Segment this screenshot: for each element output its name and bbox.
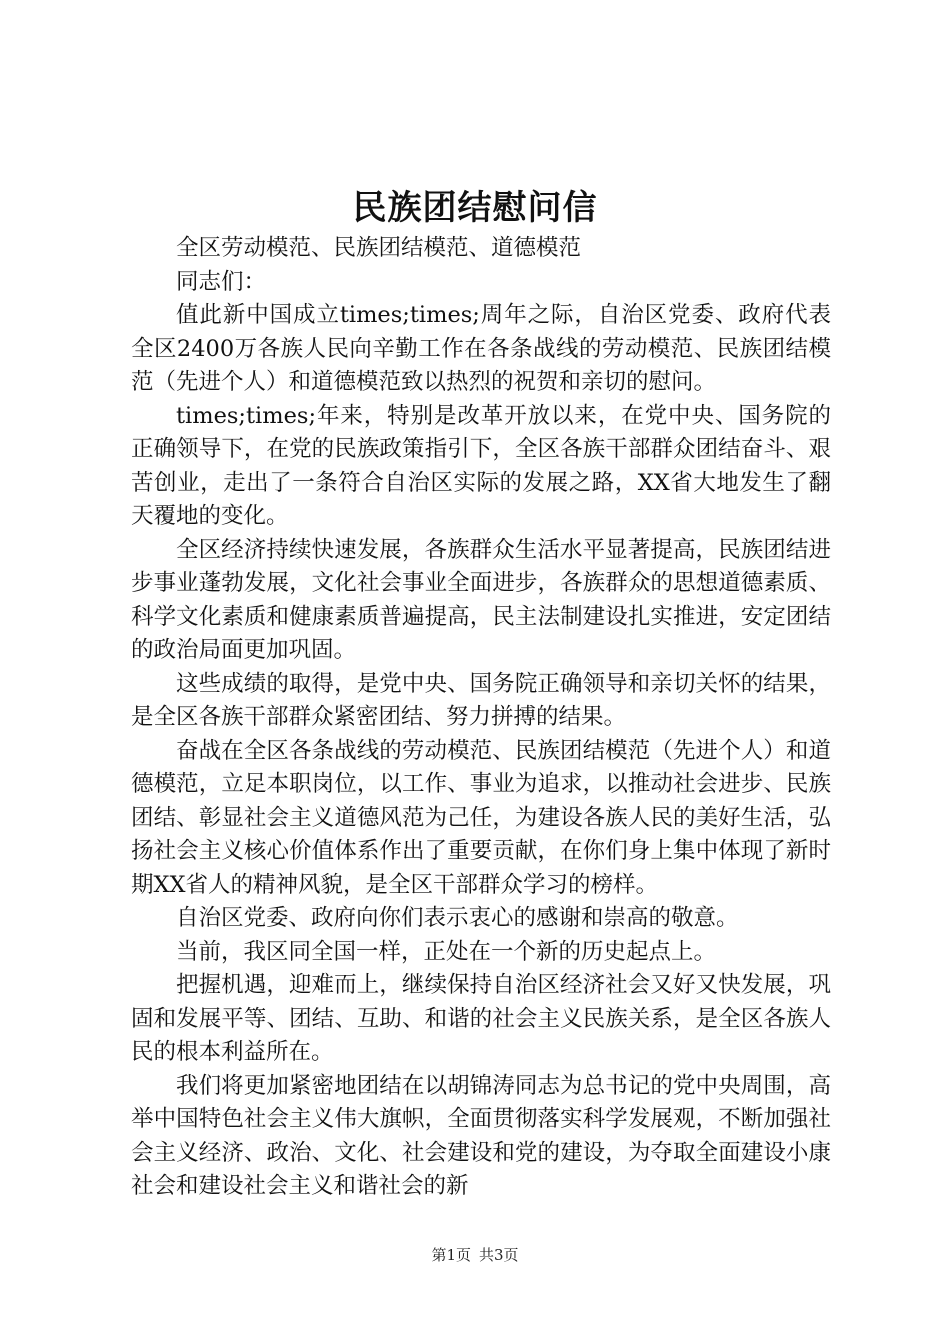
document-title: 民族团结慰问信	[352, 188, 598, 228]
document-body	[131, 232, 831, 1204]
paragraph: times;times;年来，特别是改革开放以来，在党中央、国务院的正确领导下，在党的民族政策指引下，全区各族干部群众团结奋斗、艰苦创业，走出了一条符合自治区实际的发展之路，XX省大地发生了翻天覆地的变化。	[131, 402, 831, 529]
paragraph: 全区经济持续快速发展，各族群众生活水平显著提高，民族团结进步事业蓬勃发展，文化社会事业全面进步，各族群众的思想道德素质、科学文化素质和健康素质普遍提高，民主法制建设扎实推进，安定团结的政治局面更加巩固。	[131, 536, 831, 663]
page-number-total: 共3页	[479, 1246, 519, 1264]
salutation-recipients: 全区劳动模范、民族团结模范、道德模范	[176, 235, 582, 261]
page-number-current: 第1页	[431, 1246, 471, 1264]
paragraph: 奋战在全区各条战线的劳动模范、民族团结模范（先进个人）和道德模范，立足本职岗位，以工作、事业为追求，以推动社会进步、民族团结、彰显社会主义道德风范为己任，为建设各族人民的美好生活，弘扬社会主义核心价值体系作出了重要贡献，在你们身上集中体现了新时期XX省人的精神风貌，是全区干部群众学习的榜样。	[131, 737, 831, 898]
salutation-comrades: 同志们：	[176, 268, 267, 295]
paragraph: 这些成绩的取得，是党中央、国务院正确领导和亲切关怀的结果，是全区各族干部群众紧密团结、努力拼搏的结果。	[131, 670, 831, 730]
page-footer	[0, 1243, 950, 1267]
paragraph: 值此新中国成立times;times;周年之际，自治区党委、政府代表全区2400万各族人民向辛勤工作在各条战线的劳动模范、民族团结模范（先进个人）和道德模范致以热烈的祝贺和亲切的慰问。	[131, 302, 831, 395]
paragraph: 当前，我区同全国一样，正处在一个新的历史起点上。	[176, 938, 717, 965]
paragraph: 把握机遇，迎难而上，继续保持自治区经济社会又好又快发展，巩固和发展平等、团结、互助、和谐的社会主义民族关系，是全区各族人民的根本利益所在。	[131, 972, 831, 1065]
paragraph: 自治区党委、政府向你们表示衷心的感谢和崇高的敬意。	[176, 905, 739, 931]
paragraph: 我们将更加紧密地团结在以胡锦涛同志为总书记的党中央周围，高举中国特色社会主义伟大旗帜，全面贯彻落实科学发展观，不断加强社会主义经济、政治、文化、社会建设和党的建设，为夺取全面建设小康社会和建设社会主义和谐社会的新	[131, 1072, 831, 1199]
